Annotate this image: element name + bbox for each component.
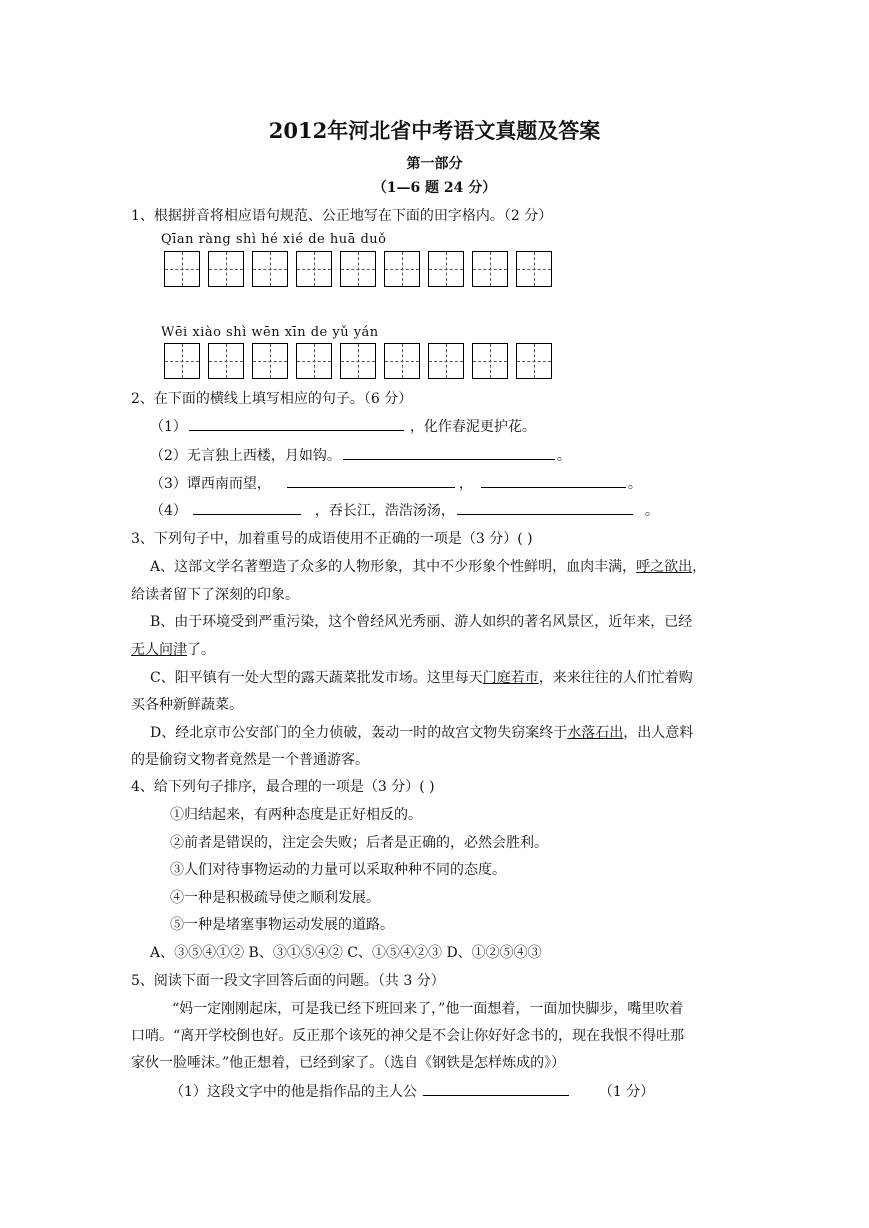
q2-line3-end: 。 (627, 476, 642, 492)
tianzige-cell[interactable] (340, 343, 376, 379)
q3-stem: 3、下列句子中，加着重号的成语使用不正确的一项是（3 分）( ) (131, 531, 533, 547)
q2-line4-label: （4） (150, 503, 187, 519)
q2-line3-text: （3）谭西南而望， (150, 476, 271, 492)
q4-options: A、③⑤④①② B、③①⑤④② C、①⑤④②③ D、①②⑤④③ (150, 945, 542, 961)
q3-c-text: C、阳平镇有一处大型的露天蔬菜批发市场。这里每天 (150, 670, 483, 686)
answer-blank[interactable] (193, 500, 301, 515)
q1-pinyin-row1: Qīan ràng shì hé xié de huā duǒ (161, 232, 387, 247)
tianzige-cell[interactable] (164, 251, 200, 287)
q3-option-c-line2: 买各种新鲜蔬菜。 (131, 697, 243, 713)
tianzige-cell[interactable] (252, 343, 288, 379)
q2-line2-text: （2）无言独上西楼，月如钩。 (150, 448, 341, 464)
answer-blank[interactable] (423, 1081, 569, 1096)
tianzige-cell[interactable] (472, 343, 508, 379)
q3-a-idiom: 呼之欲出 (636, 559, 693, 575)
q4-sentence-1: ①归结起来，有两种态度是正好相反的。 (170, 807, 422, 823)
page-title: 2012年河北省中考语文真题及答案 (268, 118, 601, 143)
q2-line3 (150, 473, 642, 493)
q5-passage-line2: 口哨。“离开学校倒也好。反正那个该死的神父是不会让你好好念书的，现在我恨不得吐那 (131, 1028, 685, 1044)
q3-c-idiom: 门庭若市 (482, 670, 539, 686)
q1-stem: 1、根据拼音将相应语句规范、公正地写在下面的田字格内。（2 分） (131, 208, 553, 224)
q2-line1-label: （1） (150, 419, 187, 435)
q3-option-c-line1 (150, 667, 693, 687)
tianzige-cell[interactable] (384, 343, 420, 379)
q3-a-punct: ， (692, 559, 707, 575)
q3-d-text: D、经北京市公安部门的全力侦破，轰动一时的故宫文物失窃案终于 (150, 725, 568, 741)
q3-d-idiom: 水落石出 (567, 725, 624, 741)
q5-passage-line3: 家伙一脸唾沫。”他正想着，已经到家了。（选自《钢铁是怎样炼成的》） (131, 1055, 566, 1071)
q4-sentence-4: ④一种是积极疏导使之顺利发展。 (170, 890, 380, 906)
q5-sub1-text: （1）这段文字中的他是指作品的主人公 (170, 1084, 417, 1100)
tianzige-cell[interactable] (428, 343, 464, 379)
q3-a-text: A、这部文学名著塑造了众多的人物形象，其中不少形象个性鲜明，血肉丰满， (150, 559, 637, 575)
tianzige-cell[interactable] (296, 343, 332, 379)
q5-sub1-score: （1 分） (598, 1084, 655, 1100)
q2-line2-end: 。 (556, 448, 571, 464)
tianzige-cell[interactable] (340, 251, 376, 287)
q4-sentence-2: ②前者是错误的，注定会失败；后者是正确的，必然会胜利。 (170, 835, 548, 851)
q1-pinyin-row2: Wēi xiào shì wēn xīn de yǔ yán (161, 325, 379, 340)
answer-blank[interactable] (189, 416, 404, 431)
q4-sentence-5: ⑤一种是堵塞事物运动发展的道路。 (170, 917, 394, 933)
q3-b-idiom: 无人问津 (131, 642, 187, 658)
tianzige-cell[interactable] (164, 343, 200, 379)
q2-line1-text: ，化作春泥更护花。 (409, 419, 536, 435)
q3-option-a-line1 (150, 556, 706, 576)
tianzige-cell[interactable] (516, 251, 552, 287)
q3-c-text-end: ，来来往往的人们忙着购 (538, 670, 693, 686)
q3-option-b-line2 (131, 639, 215, 659)
q3-option-d-line1 (150, 722, 693, 742)
tianzige-cell[interactable] (384, 251, 420, 287)
tianzige-cell[interactable] (428, 251, 464, 287)
answer-blank[interactable] (481, 473, 626, 488)
tianzige-cell[interactable] (472, 251, 508, 287)
q4-sentence-3: ③人们对待事物运动的力量可以采取种种不同的态度。 (170, 862, 506, 878)
q2-line3-comma: ， (458, 476, 473, 492)
tianzige-cell[interactable] (208, 251, 244, 287)
q3-option-a-line2: 给读者留下了深刻的印象。 (131, 587, 299, 603)
answer-blank[interactable] (343, 445, 555, 460)
tianzige-cell[interactable] (296, 251, 332, 287)
q2-line4 (150, 500, 659, 520)
q2-line1 (150, 416, 536, 436)
q1-grid-row1 (164, 251, 552, 287)
q2-stem: 2、在下面的横线上填写相应的句子。（6 分） (131, 391, 413, 407)
q2-line4-end: 。 (644, 503, 659, 519)
q2-line4-text: ，吞长江，浩浩汤汤， (314, 503, 455, 519)
q4-stem: 4、给下列句子排序，最合理的一项是（3 分）( ) (131, 779, 435, 795)
part-range: （1—6 题 24 分） (372, 180, 497, 196)
tianzige-cell[interactable] (252, 251, 288, 287)
part-heading: 第一部分 (406, 156, 463, 172)
answer-blank[interactable] (457, 500, 633, 515)
q1-grid-row2 (164, 343, 552, 379)
tianzige-cell[interactable] (516, 343, 552, 379)
q3-option-d-line2: 的是偷窃文物者竟然是一个普通游客。 (131, 752, 369, 768)
q3-d-text-end: ，出人意料 (623, 725, 694, 741)
q3-option-b-line1: B、由于环境受到严重污染，这个曾经风光秀丽、游人如织的著名风景区，近年来，已经 (150, 614, 693, 630)
answer-blank[interactable] (287, 473, 455, 488)
q2-line2 (150, 445, 571, 465)
q5-passage-line1: “妈一定刚刚起床，可是我已经下班回来了，”他一面想着，一面加快脚步，嘴里吹着 (172, 1001, 684, 1017)
q5-stem: 5、阅读下面一段文字回答后面的问题。（共 3 分） (131, 973, 445, 989)
tianzige-cell[interactable] (208, 343, 244, 379)
q3-b-text: 了。 (187, 642, 215, 658)
q5-subquestion-1 (170, 1081, 654, 1101)
